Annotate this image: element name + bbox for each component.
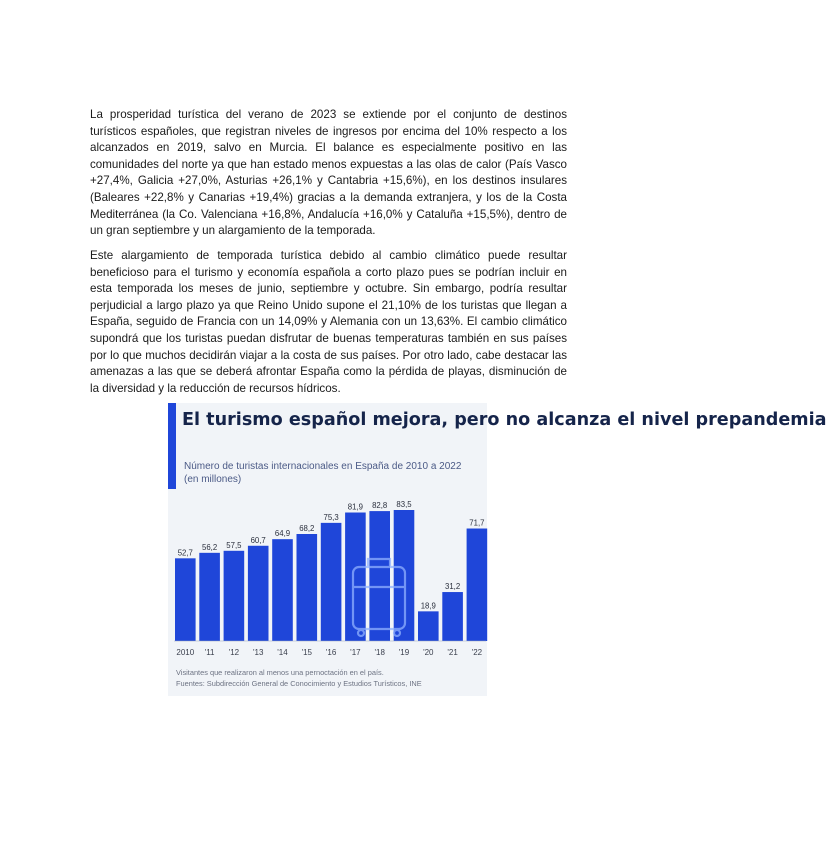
- x-tick-label-5: '15: [301, 648, 313, 657]
- bar-11: [442, 592, 463, 641]
- bar-value-label-1: 56,2: [202, 542, 218, 552]
- chart-footnotes: [176, 668, 481, 689]
- bar-value-label-3: 60,7: [250, 535, 266, 545]
- bar-5: [297, 534, 318, 641]
- bar-3: [248, 546, 269, 641]
- infographic: [168, 403, 827, 696]
- bar-0: [175, 558, 196, 641]
- bar-1: [199, 553, 220, 641]
- chart-source: Fuentes: Subdirección General de Conocimiento y Estudios Turísticos, INE: [176, 678, 422, 688]
- x-tick-label-9: '19: [398, 648, 410, 657]
- bar-value-label-8: 82,8: [372, 501, 388, 511]
- x-tick-label-1: '11: [204, 648, 215, 657]
- bar-value-label-0: 52,7: [177, 548, 193, 558]
- article-paragraph-2: Este alargamiento de temporada turística debido al cambio climático puede resultar beneficioso para el turismo y economía española a corto plazo pues se podrían incluir en esta temporada los meses de junio, septiembre y octubre. Sin embargo, podría resultar perjudicial a largo plazo ya que Reino Unido supone el 21,10% de los turistas que llegan a España, seguido de Francia con un 14,09% y Alemania con un 13,63%. El cambio climático supondrá que los turistas puedan disfrutar de buenas temperaturas también en sus países por lo que muchos decidirán viajar a la costa de sus países. Por otro lado, cabe destacar las amenazas a las que se deberá afrontar España como la pérdida de playas, disminución de la diversidad y la reducción de recursos hídricos.: [90, 249, 567, 395]
- x-tick-label-8: '18: [374, 648, 385, 657]
- x-tick-label-11: '21: [447, 648, 458, 657]
- bar-value-label-6: 75,3: [323, 512, 339, 522]
- bar-value-label-7: 81,9: [347, 502, 363, 512]
- bar-value-label-4: 64,9: [274, 529, 291, 539]
- bar-7: [345, 513, 366, 641]
- chart-subtitle: Número de turistas internacionales en España de 2010 a 2022 (en millones): [184, 461, 462, 485]
- x-tick-label-0: 2010: [176, 648, 195, 657]
- x-tick-label-4: '14: [277, 648, 288, 657]
- x-tick-label-3: '13: [252, 648, 264, 657]
- x-tick-label-10: '20: [423, 648, 434, 657]
- bar-value-label-11: 31,2: [445, 582, 461, 592]
- chart-note: Visitantes que realizaron al menos una pernoctación en el país.: [176, 668, 384, 677]
- bar-value-label-5: 68,2: [299, 524, 315, 534]
- bar-12: [467, 529, 488, 641]
- article-paragraph-1: La prosperidad turística del verano de 2023 se extiende por el conjunto de destinos turísticos españoles, que registran niveles de ingresos por encima del 10% respecto a los alcanzados en 2019, salvo en Murcia. El balance es especialmente positivo en las comunidades del norte ya que han estado menos expuestas a las olas de calor (País Vasco +27,4%, Galicia +27,0%, Asturias +26,1% y Cantabria +15,6%), en los destinos insulares (Baleares +22,8% y Canarias +19,4%) gracias a la demanda extranjera, y los de la Costa Mediterránea (la Co. Valenciana +16,8%, Andalucía +16,0% y Cataluña +15,5%), dentro de un gran septiembre y un alargamiento de la temporada.: [90, 108, 567, 238]
- x-tick-label-2: '12: [228, 648, 240, 657]
- x-tick-label-7: '17: [350, 648, 361, 657]
- bar-6: [321, 523, 342, 641]
- bar-2: [224, 551, 245, 641]
- bar-value-label-10: 18,9: [420, 601, 436, 611]
- bar-10: [418, 611, 439, 641]
- chart-title: El turismo español mejora, pero no alcanza el nivel prepandemia: [182, 410, 827, 430]
- x-tick-label-6: '16: [325, 648, 337, 657]
- bar-value-label-9: 83,5: [396, 500, 412, 509]
- bar-value-label-12: 71,7: [469, 518, 485, 528]
- x-tick-label-12: '22: [471, 648, 483, 657]
- bar-value-label-2: 57,5: [226, 540, 242, 550]
- bar-8: [369, 511, 390, 641]
- bar-4: [272, 539, 293, 641]
